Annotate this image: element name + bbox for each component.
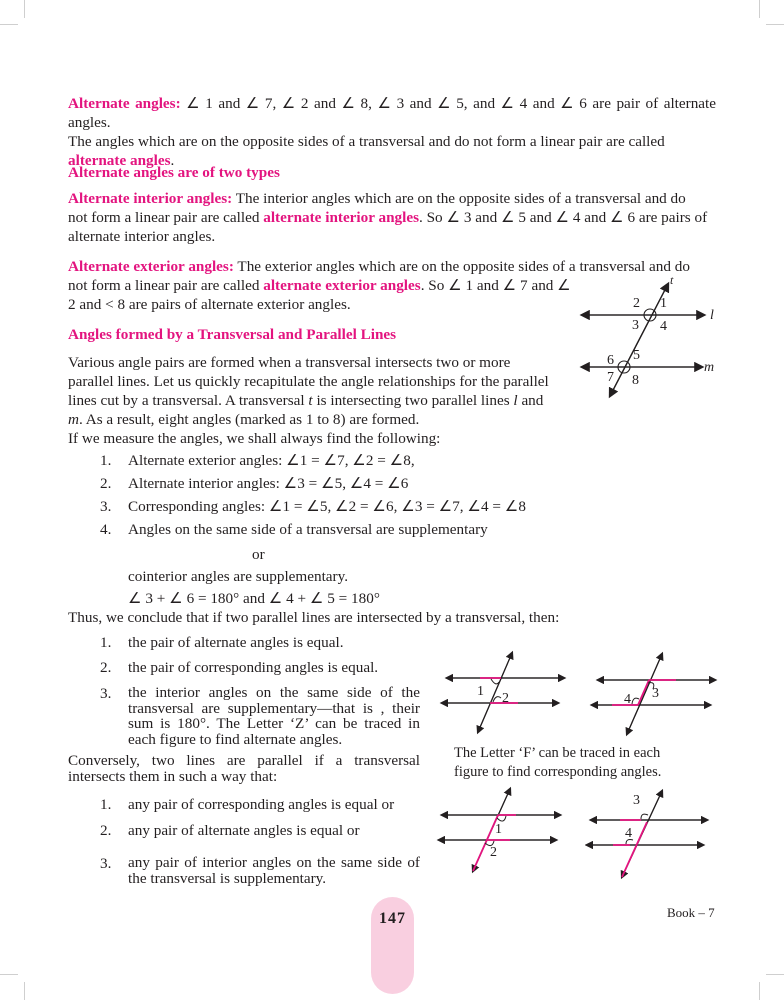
z-figure-alternate-2 — [570, 650, 730, 740]
crop-mark-bottom-left-v — [24, 982, 25, 1000]
svg-text:4: 4 — [624, 692, 631, 707]
crop-mark-bottom-left-h — [0, 974, 18, 975]
crop-mark-bottom-right-h — [766, 974, 784, 975]
interior-line-3: alternate interior angles. — [68, 228, 216, 245]
svg-text:8: 8 — [632, 373, 639, 388]
svg-text:3: 3 — [652, 686, 659, 701]
page-number: 147 — [379, 910, 406, 927]
f-letter-caption: The Letter ‘F’ can be traced in each figure to find corresponding angles. — [454, 745, 662, 780]
cointerior-text: cointerior angles are supplementary. — [128, 568, 348, 585]
parallel-lines-paragraph: Various angle pairs are formed when a transversal intersects two or more parallel lines. Let us quickly recapitulate the angle relationships for the parallel lines cut by a transversal. A transversal t is intersecting two parallel lines l and m. As a result, eight angles (marked as 1 to 8) are formed. If we measure the angles, we shall always find the following: — [68, 354, 549, 447]
exterior-line-3: 2 and < 8 are pairs of alternate exterior angles. — [68, 296, 351, 313]
types-heading: Alternate angles are of two types — [68, 164, 280, 181]
or-text: or — [252, 546, 265, 563]
svg-text:1: 1 — [477, 684, 484, 699]
exterior-line-2: not form a linear pair are called alternate exterior angles. So ∠ 1 and ∠ 7 and ∠ — [68, 277, 571, 294]
alt-line-1: Alternate angles: ∠ 1 and ∠ 7, ∠ 2 and ∠ 8, ∠ 3 and ∠ 5, and ∠ 4 and ∠ 6 are pair of alternate angles. — [68, 95, 716, 131]
svg-text:5: 5 — [633, 348, 640, 363]
alt-line-3: alternate angles. — [68, 152, 175, 169]
f-figure-corresponding-2 — [585, 785, 730, 885]
alt-line-2: The angles which are on the opposite sides of a transversal and do not form a linear pair are called — [68, 133, 665, 150]
textbook-page: Alternate angles: ∠ 1 and ∠ 7, ∠ 2 and ∠ 8, ∠ 3 and ∠ 5, and ∠ 4 and ∠ 6 are pair of alternate angles. The angles which are on the opposite sides of a transversal and do not form a linear pair are called alternate angles. Alternate angles are of two types Alternate interior angles: The interior angles which are on the opposite sides of a transversal and do not form a linear pair are called alternate interior angles. So ∠ 3 and ∠ 5 and ∠ 4 and ∠ 6 are pairs of alternate interior angles. Alternate exterior angles: The exterior angles which are on the opposite sides of a transversal and do not form a linear pair are called alternate exterior angles. So ∠ 1 and ∠ 7 and ∠ 2 and < 8 are pairs of alternate exterior angles. t l m 1 2 3 4 5 6 7 8 Angles formed by a Transversal and Parallel Lines Various angle pairs are formed when a transversal intersects two or more parallel lines. Let us quickly recapitulate the angle relationships for the parallel lines cut by a transversal. A transversal t is intersecting two parallel lines l and m. As a result, eight angles (marked as 1 to 8) are formed. If we measure the angles, we shall always find the following: 1. Alternate exterior angles: ∠1 = ∠7, ∠2 = ∠8, 2. Alternate interior angles: ∠3 = ∠5, ∠4 = ∠6 3. Corresponding angles: ∠1 = ∠5, ∠2 = ∠6, ∠3 = ∠7, ∠4 = ∠8 4. Angles on the same side of a transversal are supplementary or cointerior angles are supplementary. ∠ 3 + ∠ 6 = 180° and ∠ 4 + ∠ 5 = 180° Thus, we conclude that if two parallel lines are intersected by a transversal, then: 1. the pair of alternate angles is equal. 2. the pair of corresponding angles is equal. 3. the interior angles on the same side of the transversal are supplementary—that is , their sum is 180°. The Letter ‘Z’ can be traced in each figure to find alternate angles. Conversely, two lines are parallel if a transversal intersects them in such a way that: 1. any pair of corresponding angles is equal or 2. any pair of alternate angles is equal or 3. any pair of interior angles on the same side of the transversal is supplementary. 1 2 3 4 The Letter ‘F’ can be traced in each figure to find corresponding angles. 1 2 3 4 147 Book – 7 — [0, 0, 784, 1000]
z-figure-alternate-1 — [430, 650, 570, 740]
crop-mark-top-right-v — [759, 0, 760, 18]
svg-text:7: 7 — [607, 370, 614, 385]
svg-text:1: 1 — [660, 296, 667, 311]
interior-line-2: not form a linear pair are called alternate interior angles. So ∠ 3 and ∠ 5 and ∠ 4 and ∠ 6 are pairs of — [68, 209, 708, 226]
alternate-angles-definition — [68, 94, 716, 170]
label-l: l — [710, 308, 714, 323]
svg-text:2: 2 — [633, 296, 640, 311]
transversal-parallel-lines-figure — [560, 270, 730, 420]
label-m: m — [704, 360, 715, 375]
converse-intro: Conversely, two lines are parallel if a transversal intersects them in such a way that: — [68, 752, 420, 785]
svg-text:4: 4 — [625, 826, 632, 841]
svg-text:3: 3 — [633, 793, 640, 808]
crop-mark-bottom-right-v — [759, 982, 760, 1000]
crop-mark-top-left-h — [0, 24, 18, 25]
converse-item: 3. any pair of interior angles on the same side of the transversal is supplementary. — [100, 854, 420, 887]
parallel-lines-heading: Angles formed by a Transversal and Parallel Lines — [68, 326, 397, 343]
svg-text:1: 1 — [495, 822, 502, 837]
svg-text:6: 6 — [607, 353, 614, 368]
svg-text:4: 4 — [660, 319, 667, 334]
interior-line-1: Alternate interior angles: The interior angles which are on the opposite sides of a transversal and do — [68, 190, 686, 207]
exterior-line-1: Alternate exterior angles: The exterior angles which are on the opposite sides of a transversal and do — [68, 258, 690, 275]
crop-mark-top-left-v — [24, 0, 25, 18]
svg-text:2: 2 — [502, 691, 509, 706]
svg-text:3: 3 — [632, 318, 639, 333]
alternate-angles-term: Alternate angles: — [68, 95, 181, 112]
f-figure-corresponding-1 — [430, 785, 570, 885]
svg-text:2: 2 — [490, 845, 497, 860]
label-t: t — [670, 273, 674, 287]
cointerior-equation: ∠ 3 + ∠ 6 = 180° and ∠ 4 + ∠ 5 = 180° — [128, 590, 380, 607]
book-label: Book – 7 — [667, 905, 715, 920]
crop-mark-top-right-h — [766, 24, 784, 25]
conclusion-item: 3. the interior angles on the same side of the transversal are supplementary—that is , their sum is 180°. The Letter ‘Z’ can be traced in each figure to find alternate angles. — [100, 684, 420, 748]
conclusion-intro: Thus, we conclude that if two parallel lines are intersected by a transversal, then: — [68, 609, 560, 626]
alternate-interior-definition — [68, 189, 716, 246]
